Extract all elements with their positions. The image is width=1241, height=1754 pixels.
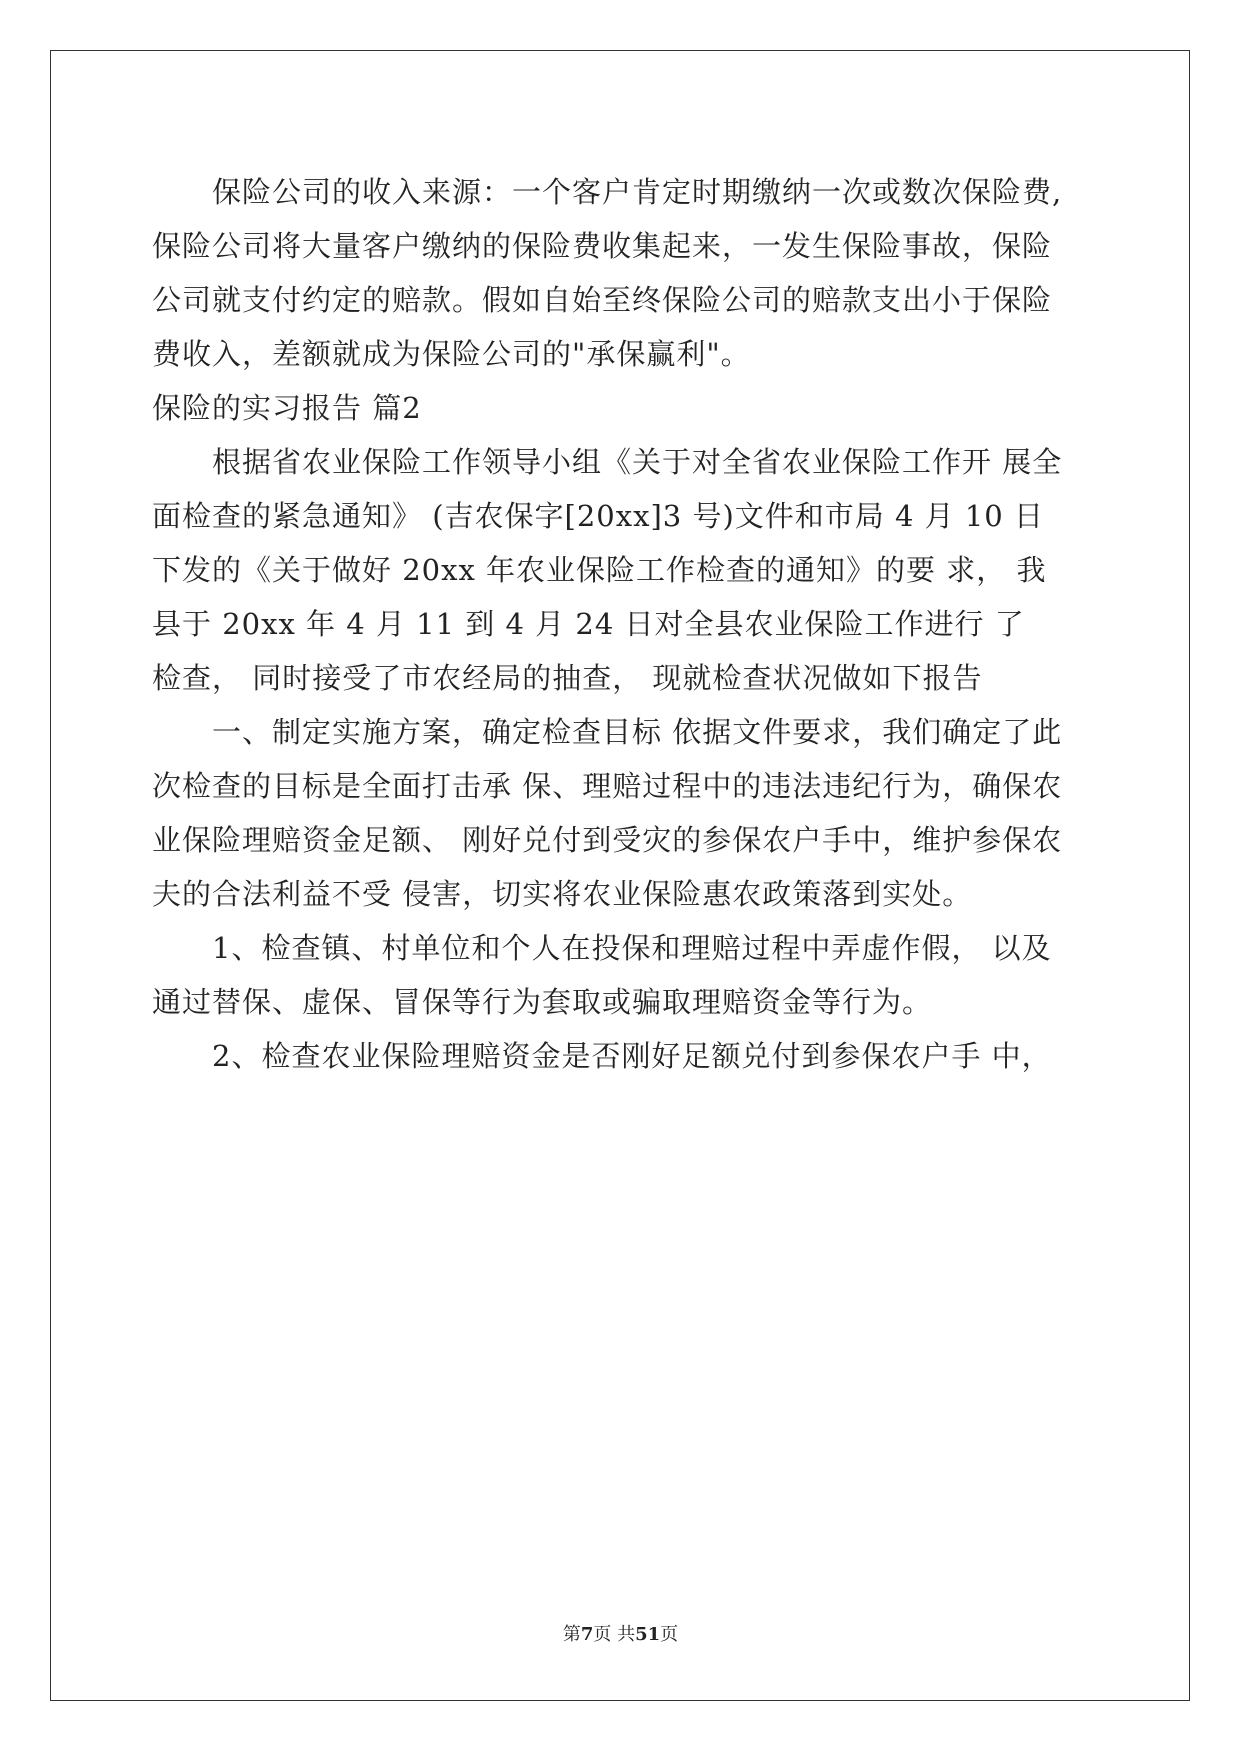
footer-prefix: 第 (562, 1624, 581, 1645)
paragraph-line: 根据省农业保险工作领导小组《关于对全省农业保险工作开 展全 (212, 445, 1063, 479)
paragraph-line: 业保险理赔资金足额、 刚好兑付到受灾的参保农户手中，维护参保农 (152, 823, 1063, 857)
paragraph-line: 保险公司的收入来源：一个客户肯定时期缴纳一次或数次保险费, (212, 175, 1063, 209)
paragraph-line: 通过替保、虚保、冒保等行为套取或骗取理赔资金等行为。 (152, 985, 933, 1019)
section-heading: 保险的实习报告 篇2 (152, 391, 422, 425)
paragraph-line: 费收入，差额就成为保险公司的"承保赢利"。 (152, 337, 751, 371)
paragraph-line: 一、制定实施方案，确定检查目标 依据文件要求，我们确定了此 (212, 715, 1063, 749)
paragraph-line: 面检查的紧急通知》 (吉农保字[20xx]3 号)文件和市局 4 月 10 日 (152, 499, 1044, 533)
paragraph-line: 2、检查农业保险理赔资金是否刚好足额兑付到参保农户手 中， (212, 1039, 1052, 1073)
paragraph-line: 保险公司将大量客户缴纳的保险费收集起来，一发生保险事故，保险 (152, 229, 1053, 263)
paragraph-line: 下发的《关于做好 20xx 年农业保险工作检查的通知》的要 求， 我 (152, 553, 1047, 587)
paragraph-line: 公司就支付约定的赔款。假如自始至终保险公司的赔款支出小于保险 (152, 283, 1053, 317)
footer-mid: 页 共 (593, 1624, 636, 1645)
paragraph-line: 1、检查镇、村单位和个人在投保和理赔过程中弄虚作假， 以及 (212, 931, 1052, 965)
paragraph-line: 县于 20xx 年 4 月 11 到 4 月 24 日对全县农业保险工作进行 了 (152, 607, 1025, 641)
paragraph-line: 次检查的目标是全面打击承 保、理赔过程中的违法违纪行为，确保农 (152, 769, 1063, 803)
paragraph-line: 夫的合法利益不受 侵害，切实将农业保险惠农政策落到实处。 (152, 877, 973, 911)
current-page-number: 7 (580, 1624, 594, 1645)
total-page-number: 51 (635, 1624, 661, 1645)
paragraph-line: 检查， 同时接受了市农经局的抽查， 现就检查状况做如下报告 (152, 661, 983, 695)
page-footer (0, 1620, 1241, 1646)
footer-suffix: 页 (660, 1624, 679, 1645)
